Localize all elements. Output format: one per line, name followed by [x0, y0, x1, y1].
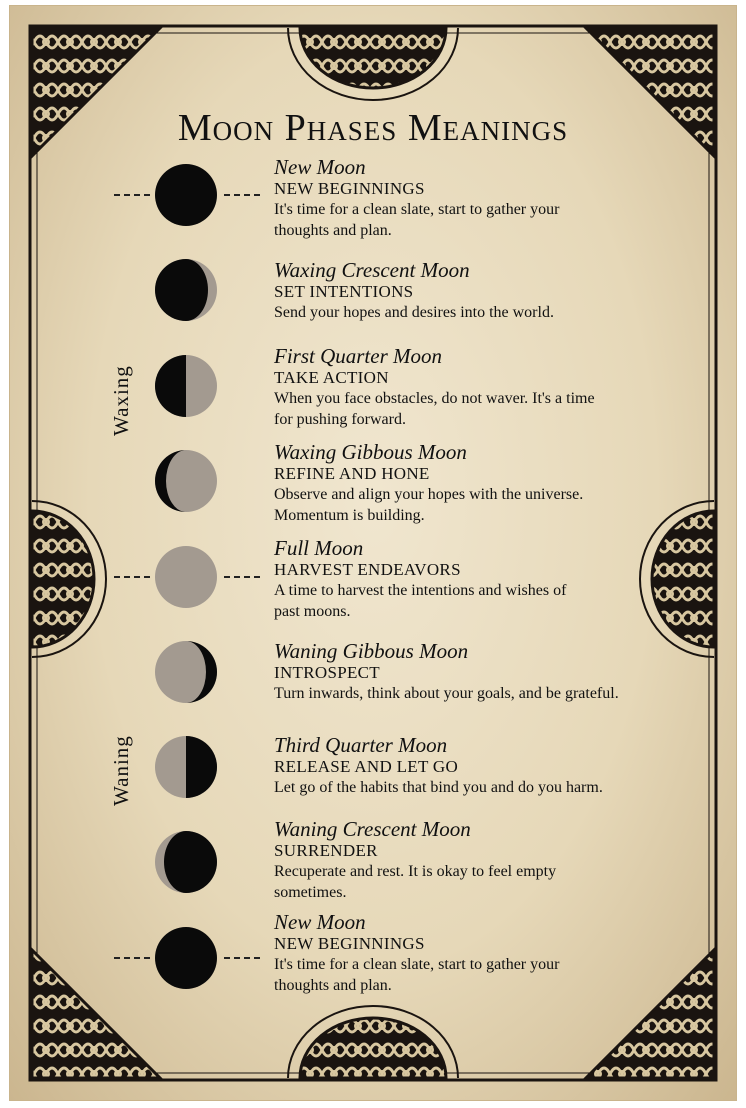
phase-name: New Moon	[274, 155, 366, 179]
phase-meaning: NEW BEGINNINGS	[274, 179, 425, 198]
dash-left	[114, 957, 150, 959]
phase-new-moon	[274, 156, 704, 241]
phase-name: Third Quarter Moon	[274, 733, 448, 757]
phase-desc-line: A time to harvest the intentions and wishes of	[274, 582, 567, 599]
phase-first-quarter	[274, 345, 704, 430]
phase-desc-line: It's time for a clean slate, start to gather your	[274, 201, 560, 218]
phase-waxing-crescent	[274, 259, 704, 323]
phase-desc-line: past moons.	[274, 603, 351, 620]
bottom-medallion	[288, 1006, 458, 1078]
phase-desc-line: Momentum is building.	[274, 507, 425, 524]
dash-right	[224, 576, 260, 578]
waxing-label: Waxing	[109, 365, 133, 436]
phase-meaning: RELEASE AND LET GO	[274, 757, 459, 776]
moon-icon-waxing-crescent	[154, 258, 218, 322]
phase-meaning: SURRENDER	[274, 841, 378, 860]
phase-waning-gibbous	[274, 640, 704, 704]
phase-name: Waning Crescent Moon	[274, 817, 471, 841]
phase-meaning: REFINE AND HONE	[274, 464, 430, 483]
dash-left	[114, 194, 150, 196]
moon-icon-waxing-gibbous	[154, 449, 218, 513]
moon-icon-third-quarter	[154, 735, 218, 799]
phase-desc-line: Observe and align your hopes with the universe.	[274, 486, 584, 503]
phase-desc-line: It's time for a clean slate, start to gather your	[274, 956, 560, 973]
phase-desc-line: sometimes.	[274, 884, 347, 901]
phase-waxing-gibbous	[274, 441, 704, 526]
phase-desc-line: Let go of the habits that bind you and do you harm.	[274, 779, 603, 796]
phase-full-moon	[274, 537, 704, 622]
moon-icon-new	[154, 926, 218, 990]
phase-name: Waxing Gibbous Moon	[274, 440, 467, 464]
phase-third-quarter	[274, 734, 704, 798]
moon-icon-full	[154, 545, 218, 609]
poster	[10, 6, 736, 1100]
phase-name: Waxing Crescent Moon	[274, 258, 470, 282]
moon-icon-new	[154, 163, 218, 227]
waning-label: Waning	[109, 735, 133, 806]
phase-desc-line: Send your hopes and desires into the world.	[274, 304, 554, 321]
moon-icon-waning-crescent	[154, 830, 218, 894]
phase-desc-line: thoughts and plan.	[274, 222, 392, 239]
phase-meaning: HARVEST ENDEAVORS	[274, 560, 461, 579]
phase-name: New Moon	[274, 910, 366, 934]
phase-meaning: INTROSPECT	[274, 663, 380, 682]
page-title: Moon Phases Meanings	[177, 107, 569, 149]
phase-desc-line: for pushing forward.	[274, 411, 406, 428]
dash-left	[114, 576, 150, 578]
phase-name: Waning Gibbous Moon	[274, 639, 469, 663]
phase-name: Full Moon	[274, 536, 364, 560]
moon-icon-first-quarter	[154, 354, 218, 418]
phase-desc-line: Recuperate and rest. It is okay to feel empty	[274, 863, 557, 880]
left-medallion	[32, 501, 106, 657]
phase-name: First Quarter Moon	[274, 344, 442, 368]
moon-icon-waning-gibbous	[154, 640, 218, 704]
dash-right	[224, 957, 260, 959]
phase-desc-line: thoughts and plan.	[274, 977, 392, 994]
dash-right	[224, 194, 260, 196]
phase-desc-line: When you face obstacles, do not waver. It's a time	[274, 390, 595, 407]
phase-meaning: TAKE ACTION	[274, 368, 389, 387]
phase-desc-line: Turn inwards, think about your goals, and be grateful.	[274, 685, 619, 702]
top-medallion	[288, 28, 458, 100]
phase-meaning: NEW BEGINNINGS	[274, 934, 425, 953]
phase-new-moon-2	[274, 911, 704, 996]
phase-meaning: SET INTENTIONS	[274, 282, 414, 301]
phase-waning-crescent	[274, 818, 704, 903]
